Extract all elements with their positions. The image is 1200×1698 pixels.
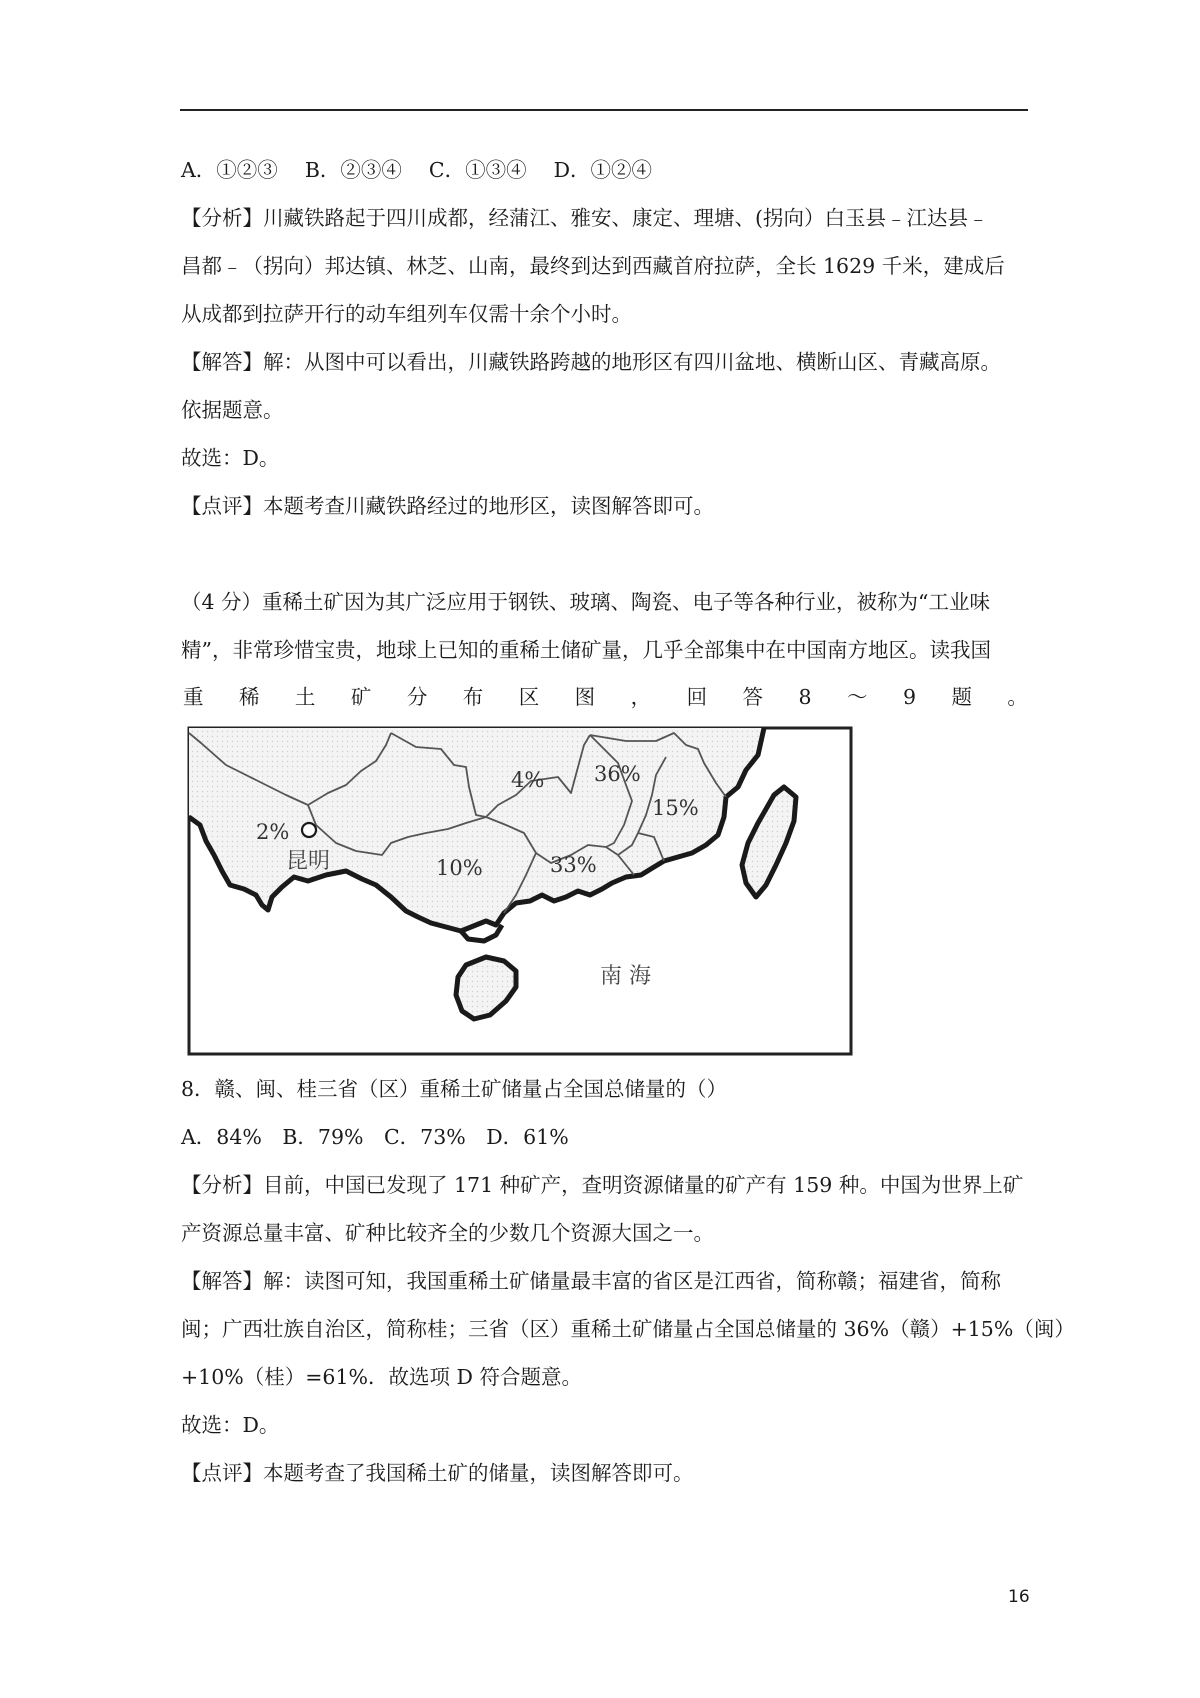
rare-earth-distribution-map	[186, 725, 854, 1057]
page-number: 16	[1008, 1587, 1030, 1607]
intro-char: 。	[1007, 685, 1028, 709]
q7-analysis-line-3: 从成都到拉萨开行的动车组列车仅需十余个小时。	[181, 302, 632, 326]
q8-question: 8．赣、闽、桂三省（区）重稀土矿储量占全国总储量的（）	[181, 1077, 728, 1101]
intro-char: 9	[902, 685, 916, 709]
intro-line-1: （4 分）重稀土矿因为其广泛应用于钢铁、玻璃、陶瓷、电子等各种行业，被称为“工业味	[181, 590, 991, 614]
q8-analysis-line-2: 产资源总量丰富、矿种比较齐全的少数几个资源大国之一。	[181, 1221, 714, 1245]
q8-analysis-line-1: 【分析】目前，中国已发现了 171 种矿产，查明资源储量的矿产有 159 种。中国为世界上矿	[181, 1173, 1024, 1197]
intro-char: 8	[798, 685, 812, 709]
q8-choice: 故选：D。	[181, 1413, 280, 1437]
intro-char: 图	[574, 685, 596, 709]
q7-analysis-line-1: 【分析】川藏铁路起于四川成都，经蒲江、雅安、康定、理塘、(拐向）白玉县﹣江达县﹣	[181, 206, 989, 230]
intro-char: ～	[846, 685, 868, 709]
intro-char: 答	[742, 685, 764, 709]
intro-char: 土	[294, 685, 316, 709]
q8-answer-line-3: +10%（桂）=61%．故选项 D 符合题意。	[181, 1365, 582, 1389]
label-guangxi: 10%	[436, 856, 483, 880]
intro-char: 稀	[238, 685, 260, 709]
q7-comment: 【点评】本题考查川藏铁路经过的地形区，读图解答即可。	[181, 494, 714, 518]
intro-char: ，	[630, 685, 652, 709]
label-fujian: 15%	[652, 796, 699, 820]
intro-char: 区	[518, 685, 540, 709]
label-guangdong: 33%	[550, 853, 597, 877]
q8-answer-line-2: 闽；广西壮族自治区，简称桂；三省（区）重稀土矿储量占全国总储量的 36%（赣）+15%（闽）	[181, 1317, 1075, 1341]
kunming-marker	[302, 823, 316, 837]
intro-line-3	[183, 683, 1028, 711]
intro-char: 回	[686, 685, 708, 709]
label-kunming: 昆明	[286, 849, 331, 874]
intro-char: 重	[183, 685, 204, 709]
label-yunnan: 2%	[256, 820, 290, 844]
q8-comment: 【点评】本题考查了我国稀土矿的储量，读图解答即可。	[181, 1461, 694, 1485]
q7-options: A．①②③ B．②③④ C．①③④ D．①②④	[181, 158, 653, 182]
header-rule	[180, 109, 1028, 111]
q8-answer-line-1: 【解答】解：读图可知，我国重稀土矿储量最丰富的省区是江西省，简称赣；福建省，简称	[181, 1269, 1001, 1293]
label-south-sea: 南 海	[600, 964, 651, 989]
q8-options: A．84% B．79% C．73% D．61%	[181, 1125, 569, 1149]
label-jiangxi: 36%	[594, 762, 641, 786]
intro-line-2: 精”，非常珍惜宝贵，地球上已知的重稀土储矿量，几乎全部集中在中国南方地区。读我国	[181, 638, 991, 662]
intro-char: 矿	[350, 685, 372, 709]
label-guizhou-region: 4%	[511, 768, 545, 792]
q7-answer-line-2: 依据题意。	[181, 398, 284, 422]
intro-char: 题	[951, 685, 972, 709]
q7-answer-line-1: 【解答】解：从图中可以看出，川藏铁路跨越的地形区有四川盆地、横断山区、青藏高原。	[181, 350, 1001, 374]
q7-choice: 故选：D。	[181, 446, 280, 470]
intro-char: 分	[406, 685, 428, 709]
q7-analysis-line-2: 昌都﹣（拐向）邦达镇、林芝、山南，最终到达到西藏首府拉萨，全长 1629 千米，建成后	[181, 254, 1005, 278]
intro-char: 布	[462, 685, 484, 709]
